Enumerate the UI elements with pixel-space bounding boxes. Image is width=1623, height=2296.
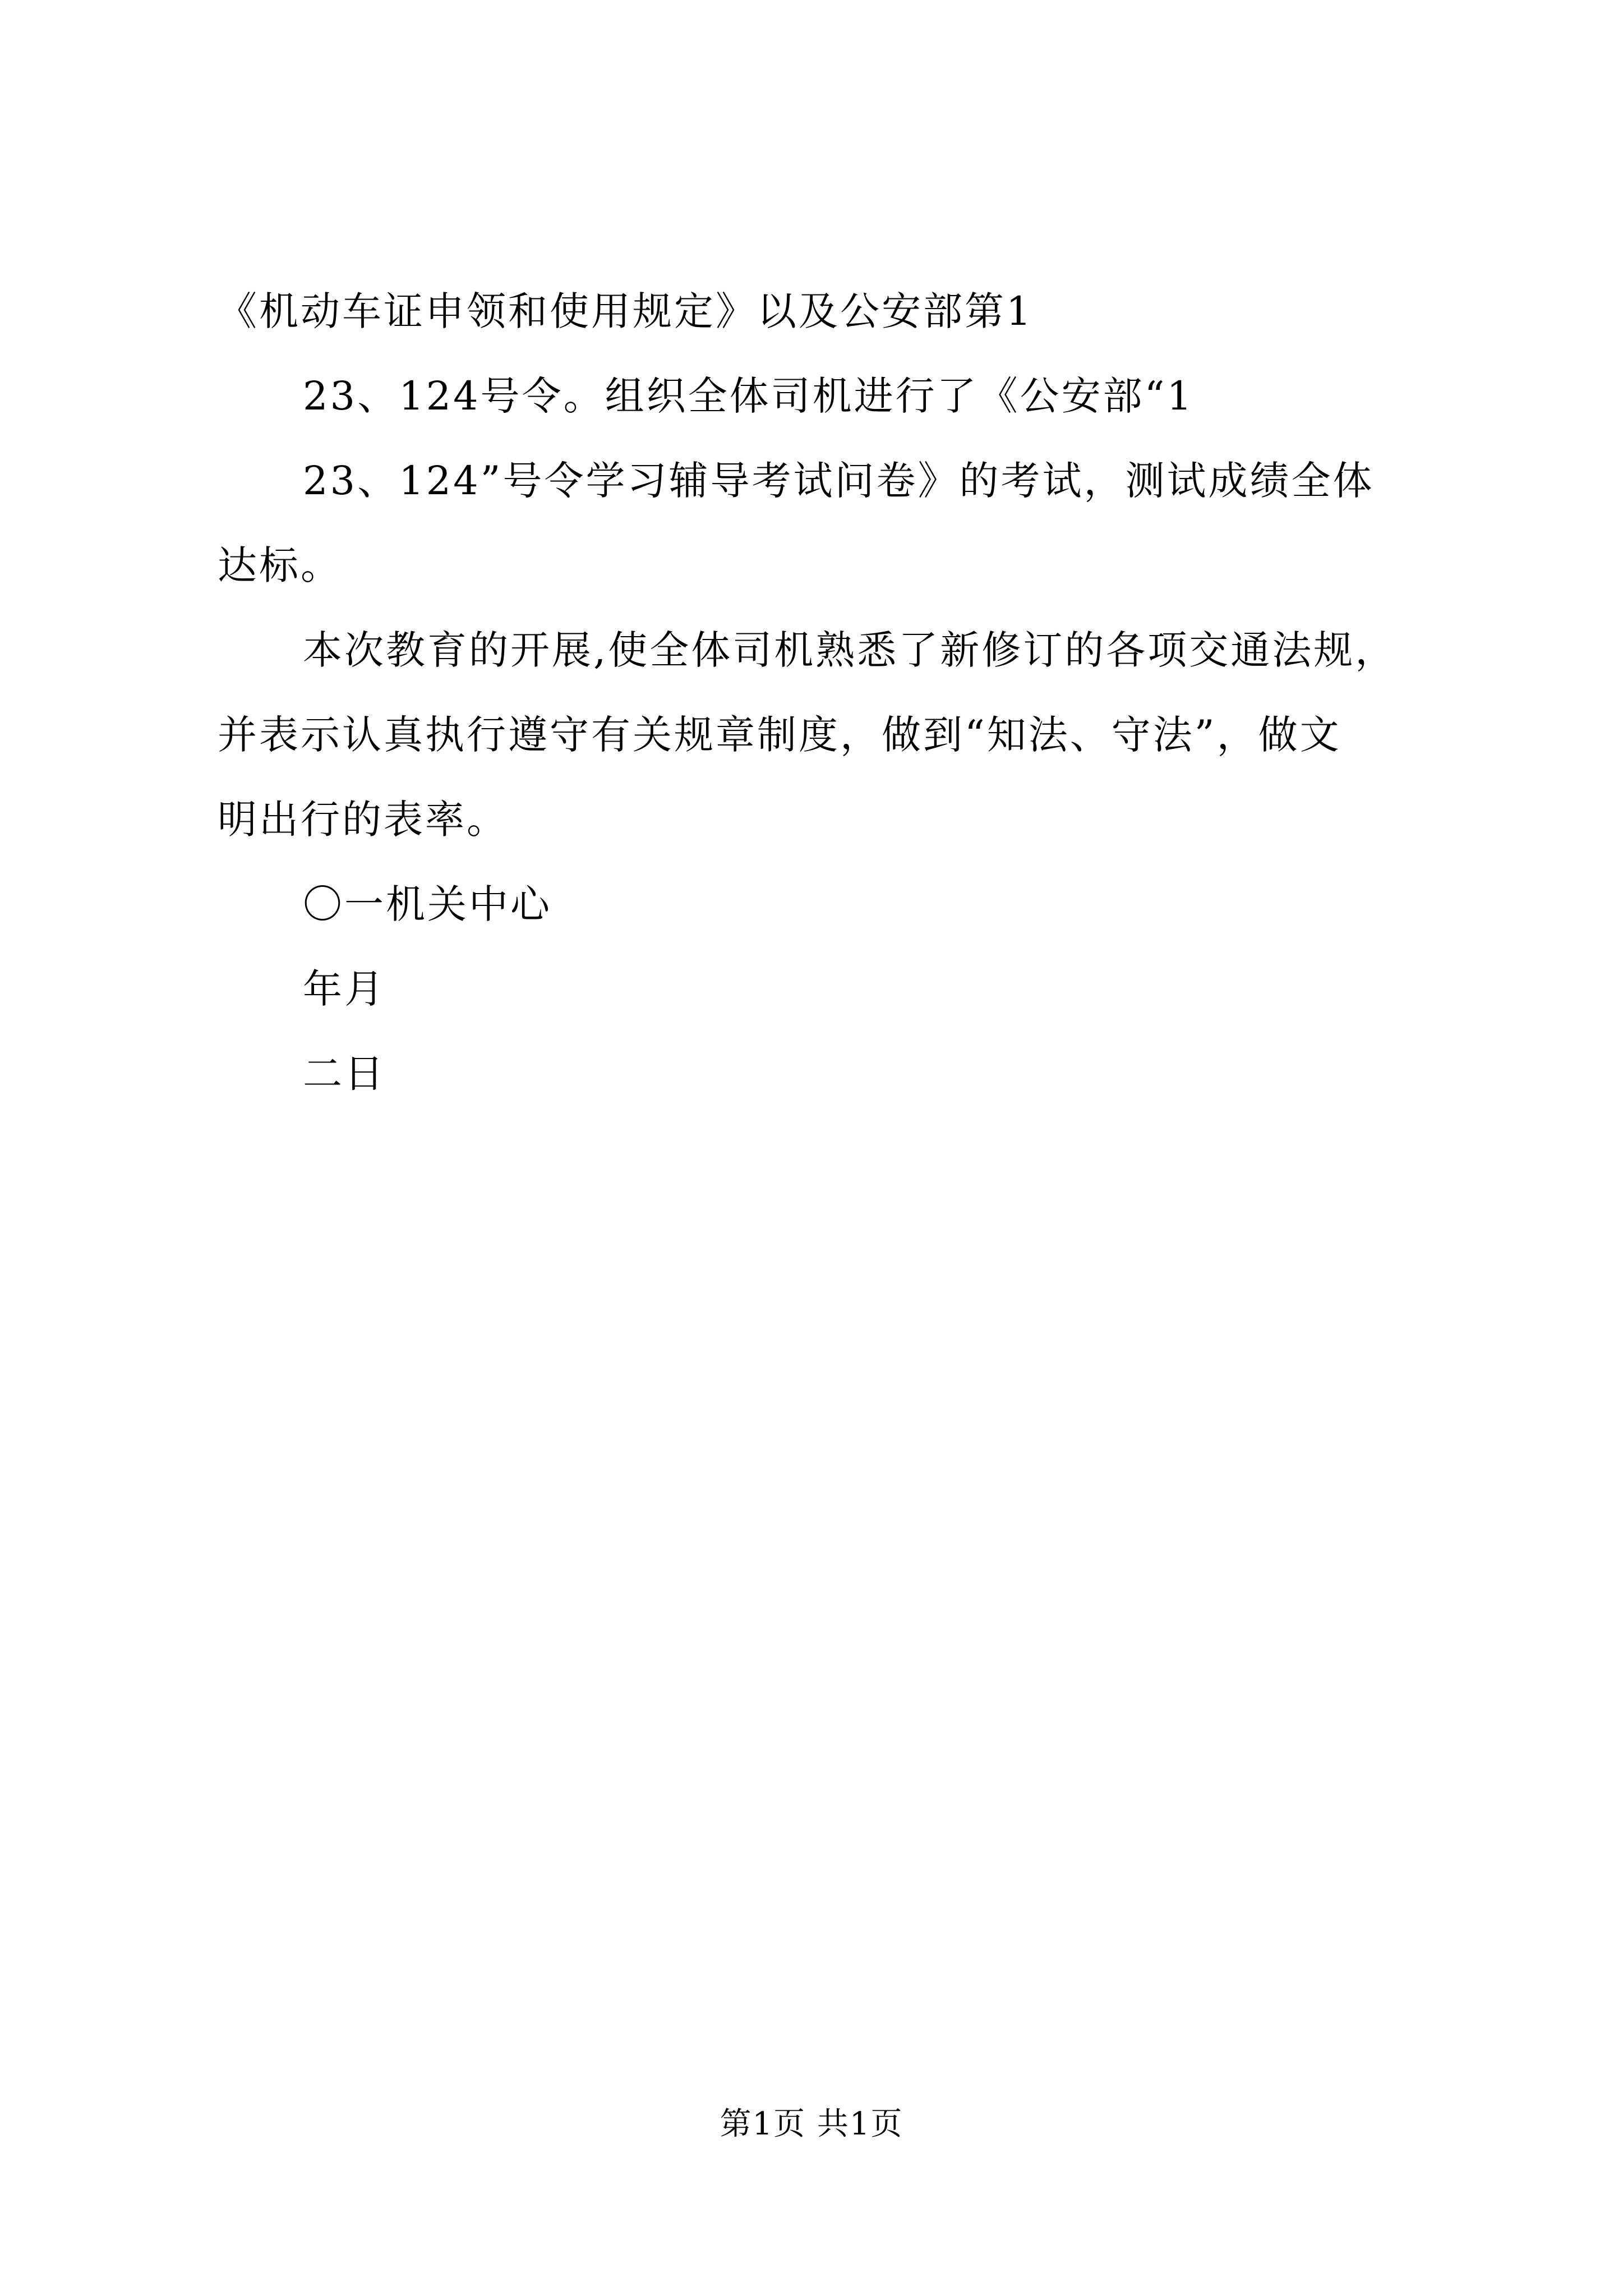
text-line: 并表示认真执行遵守有关规章制度，做到“知法、守法”，做文 <box>218 712 1341 758</box>
page-footer <box>0 2105 1623 2144</box>
text-line: 23、124号令。组织全体司机进行了《公安部“1 <box>303 373 1195 419</box>
text-line: 本次教育的开展,使全体司机熟悉了新修订的各项交通法规， <box>303 627 1397 673</box>
date-line: 年月 <box>303 966 386 1012</box>
text-line: 《机动车证申领和使用规定》以及公安部第1 <box>218 288 1034 334</box>
document-body <box>218 269 1412 1116</box>
organization-name: 〇一机关中心 <box>303 881 552 927</box>
date-line: 二日 <box>303 1051 386 1097</box>
text-line: 23、124”号令学习辅导考试问卷》的考试，测试成绩全体 <box>303 458 1375 504</box>
text-line: 达标。 <box>218 542 342 588</box>
text-line: 明出行的表率。 <box>218 797 508 843</box>
page-number: 第1页 共1页 <box>720 2106 903 2142</box>
